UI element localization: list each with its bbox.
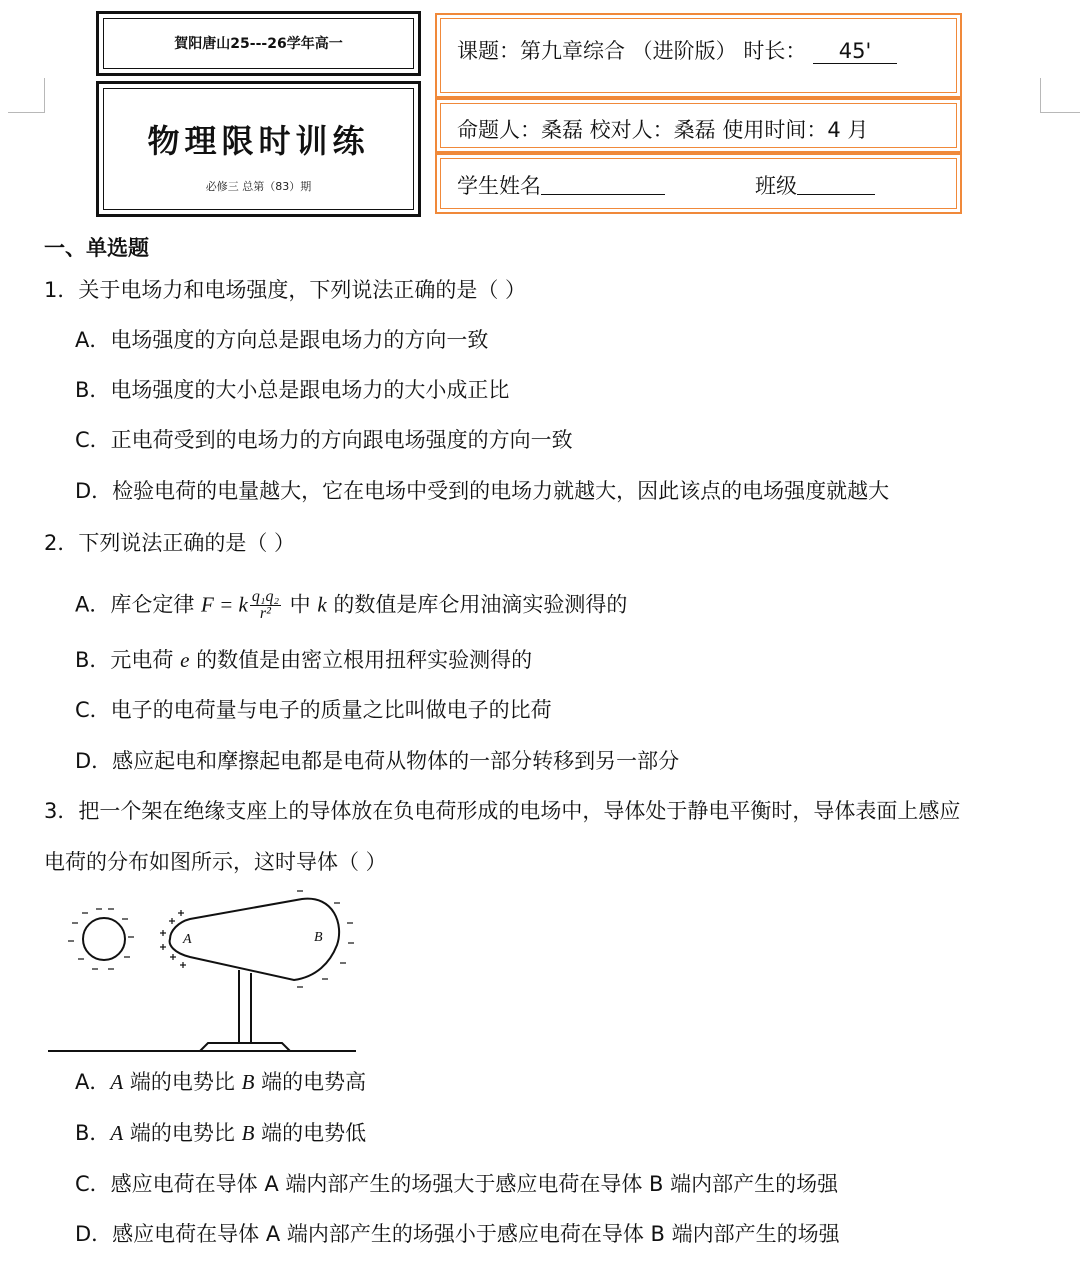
page-corner-mark-right (1040, 78, 1041, 113)
section-title: 一、单选题 (44, 236, 149, 260)
student-name-label: 学生姓名 (457, 174, 541, 198)
question-3-stem-line-1: 3．把一个架在绝缘支座上的导体放在负电荷形成的电场中，导体处于静电平衡时，导体表面上感应 (44, 799, 961, 823)
page-corner-mark-left (44, 78, 45, 113)
option-b-prefix: B． (75, 1121, 111, 1145)
topic-line (457, 35, 897, 65)
question-3-option-a (75, 1070, 366, 1094)
question-3-option-d: D．感应电荷在导体 A 端内部产生的场强小于感应电荷在导体 B 端内部产生的场强 (75, 1222, 840, 1246)
title-banner (96, 81, 421, 217)
option-b-suffix: 端的电势低 (254, 1121, 367, 1145)
negative-charge-sphere (83, 918, 125, 960)
option-a-middle: 中 (283, 592, 318, 617)
coulomb-fraction (250, 589, 281, 622)
question-2-option-c: C．电子的电荷量与电子的质量之比叫做电子的比荷 (75, 698, 552, 722)
class-blank (797, 170, 875, 195)
question-1-option-d: D．检验电荷的电量越大，它在电场中受到的电场力就越大，因此该点的电场强度就越大 (75, 479, 890, 503)
conductor-negative-signs (297, 891, 354, 987)
option-a-middle: 端的电势比 (123, 1070, 242, 1094)
page-subtitle: 必修三 总第（83）期 (205, 180, 312, 193)
question-3-option-c: C．感应电荷在导体 A 端内部产生的场强大于感应电荷在导体 B 端内部产生的场强 (75, 1172, 839, 1196)
fraction-denominator: r² (259, 605, 271, 622)
author-line: 命题人：桑磊 校对人：桑磊 使用时间：4 月 (457, 118, 869, 142)
question-2-option-a (75, 589, 627, 622)
class-label: 班级 (755, 174, 797, 198)
question-3-stem-line-2: 电荷的分布如图所示，这时导体（ ） (44, 850, 387, 874)
school-line: 賀阳唐山25---26学年高一 (174, 36, 343, 52)
option-a-prefix: A．库仑定律 (75, 592, 202, 617)
option-a-suffix: 端的电势高 (254, 1070, 367, 1094)
question-2-option-d: D．感应起电和摩擦起电都是电荷从物体的一部分转移到另一部分 (75, 749, 680, 773)
student-line (457, 170, 875, 200)
page-corner-mark-left (8, 112, 45, 113)
constant-k: k (317, 592, 327, 617)
option-a-prefix: A． (75, 1070, 111, 1094)
figure-label-b: B (314, 930, 323, 945)
var-a: A (110, 1070, 124, 1094)
var-b: B (241, 1070, 255, 1094)
topic-label: 课题：第九章综合 （进阶版） 时长： (457, 39, 807, 63)
var-a: A (110, 1121, 124, 1145)
question-2-option-b (75, 648, 532, 672)
option-b-prefix: B．元电荷 (75, 648, 181, 672)
page-corner-mark-right (1040, 112, 1080, 113)
school-banner (96, 11, 421, 76)
option-a-suffix: 的数值是库仑用油滴实验测得的 (326, 592, 628, 617)
question-1-option-a: A．电场强度的方向总是跟电场力的方向一致 (75, 328, 489, 352)
figure-label-a: A (183, 932, 192, 947)
insulating-stand (200, 970, 290, 1051)
coulomb-formula-lhs: F = k (201, 592, 248, 617)
question-2-stem: 2．下列说法正确的是（ ） (44, 531, 296, 555)
fraction-numerator: q₁q₂ (251, 588, 279, 605)
question-1-stem: 1．关于电场力和电场强度，下列说法正确的是（ ） (44, 278, 527, 302)
topic-box (435, 13, 962, 98)
question-3-option-b (75, 1121, 366, 1145)
duration-value: 45' (813, 39, 897, 64)
page-title: 物理限时训练 (147, 122, 370, 160)
elementary-charge-e: e (180, 648, 190, 672)
student-box (435, 153, 962, 214)
author-box (435, 98, 962, 153)
student-name-blank (541, 170, 665, 195)
var-b: B (241, 1121, 255, 1145)
option-b-suffix: 的数值是由密立根用扭秤实验测得的 (189, 648, 533, 672)
question-1-option-c: C．正电荷受到的电场力的方向跟电场强度的方向一致 (75, 428, 573, 452)
conductor-figure (44, 885, 364, 1055)
option-b-middle: 端的电势比 (123, 1121, 242, 1145)
question-1-option-b: B．电场强度的大小总是跟电场力的大小成正比 (75, 378, 510, 402)
